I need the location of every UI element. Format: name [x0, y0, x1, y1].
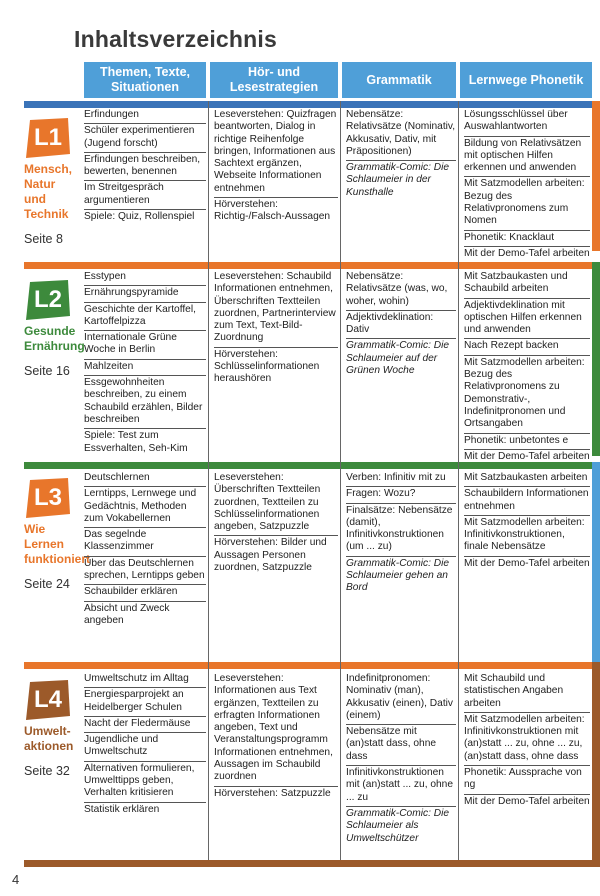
unit-4-lernwege	[464, 672, 590, 810]
unit-1-hoer	[214, 108, 338, 226]
list-item: Über das Deutschlernen sprechen, Lerntipps geben	[84, 557, 206, 586]
list-item: Nacht der Fledermäuse	[84, 717, 206, 733]
unit-4-label	[24, 680, 80, 778]
header-hoer-lese: Hör- und Lesestrategien	[210, 62, 338, 98]
unit-divider	[24, 462, 600, 469]
unit-2-label	[24, 280, 85, 378]
list-item: Spiele: Quiz, Rollenspiel	[84, 211, 195, 223]
unit-page: Seite 32	[24, 764, 70, 778]
list-item: Nebensätze mit (an)statt dass, ohne dass	[346, 725, 456, 766]
unit-title: Umwelt-aktionen	[24, 724, 74, 753]
unit-side-band	[592, 262, 600, 456]
unit-1-grammatik	[346, 108, 456, 201]
header-themen: Themen, Texte, Situationen	[84, 62, 206, 98]
list-item: Mit Satzmodellen arbeiten: Infinitivkonstruktionen, finale Nebensätze	[464, 516, 590, 557]
unit-4-themen	[84, 672, 206, 818]
list-item: Fragen: Wozu?	[346, 487, 456, 503]
list-item: Bildung von Relativsätzen mit optischen Hilfen erkennen und anwenden	[464, 137, 590, 178]
list-item: Geschichte der Kartoffel, Kartoffelpizza	[84, 303, 206, 332]
list-item: Essgewohnheiten beschreiben, zu einem Schaubild erzählen, Bilder beschreiben	[84, 376, 206, 429]
list-item: Leseverstehen: Informationen aus Text ergänzen, Textteilen zu erfragten Informationen angeben, Text und Veranstaltungsprogramm Informationen entnehmen, Aussagen im Schaubild zuordnen	[214, 672, 338, 787]
list-item: Leseverstehen: Schaubild Informationen entnehmen, Überschriften Textteilen zuordnen, Partnerinterview zum Text, Text-Bild-Zuordnung	[214, 270, 338, 348]
unit-1-themen	[84, 108, 206, 225]
unit-side-band	[592, 662, 600, 860]
column-divider	[208, 101, 209, 860]
unit-3-hoer	[214, 471, 338, 576]
unit-2-lernwege	[464, 270, 590, 465]
list-item: Deutschlernen	[84, 471, 206, 487]
unit-3-lernwege	[464, 471, 590, 572]
list-item: Mit Satzbaukasten arbeiten	[464, 471, 590, 487]
list-item: Adjektivdeklination mit optischen Hilfen erkennen und anwenden	[464, 299, 590, 340]
list-item: Lösungsschlüssel über Auswahlantworten	[464, 108, 590, 137]
list-item: Grammatik-Comic: Die Schlaumeier in der Kunsthalle	[346, 162, 450, 198]
unit-page: Seite 8	[24, 232, 63, 246]
list-item: Indefinitpronomen: Nominativ (man), Akkusativ (einen), Dativ (einem)	[346, 672, 456, 725]
list-item: Leseverstehen: Quizfragen beantworten, Dialog in richtige Reihenfolge bringen, Informationen aus Sachtext ergänzen, Webseite Informationen entnehmen	[214, 108, 338, 198]
list-item: Schüler experimentieren (Jugend forscht)	[84, 124, 206, 153]
list-item: Grammatik-Comic: Die Schlaumeier gehen an Bord	[346, 557, 450, 594]
list-item: Grammatik-Comic: Die Schlaumeier als Umweltschützer	[346, 807, 450, 844]
list-item: Statistik erklären	[84, 803, 160, 815]
list-item: Hörverstehen: Bilder und Aussagen Personen zuordnen, Satzpuzzle	[214, 537, 327, 574]
list-item: Mit der Demo-Tafel arbeiten	[464, 247, 590, 259]
list-item: Mahlzeiten	[84, 360, 206, 376]
list-item: Phonetik: unbetontes e	[464, 434, 590, 450]
unit-title: Gesunde Ernährung	[24, 324, 85, 353]
list-item: Mit Satzbaukasten und Schaubild arbeiten	[464, 270, 590, 299]
list-item: Erfindungen beschreiben, bewerten, benennen	[84, 153, 206, 182]
unit-page: Seite 24	[24, 577, 70, 591]
unit-divider	[24, 262, 600, 269]
unit-page: Seite 16	[24, 364, 70, 378]
list-item: Verben: Infinitiv mit zu	[346, 471, 456, 487]
lesson-badge-icon: L2	[24, 280, 72, 320]
list-item: Leseverstehen: Überschriften Textteilen zuordnen, Textteilen zu Schlüsselinformationen angeben, Satzpuzzle	[214, 471, 338, 536]
unit-2-grammatik	[346, 270, 456, 379]
header-grammatik: Grammatik	[342, 62, 456, 98]
list-item: Internationale Grüne Woche in Berlin	[84, 331, 206, 360]
lesson-badge-icon: L1	[24, 118, 72, 158]
column-divider	[340, 101, 341, 860]
unit-divider	[24, 662, 600, 669]
list-item: Mit Satzmodellen arbeiten: Bezug des Relativpronomens zum Nomen	[464, 177, 590, 230]
list-item: Das segelnde Klassenzimmer	[84, 528, 206, 557]
list-item: Erfindungen	[84, 108, 206, 124]
list-item: Phonetik: Aussprache von ng	[464, 766, 590, 795]
lesson-badge-icon: L4	[24, 680, 72, 720]
unit-3-grammatik	[346, 471, 456, 597]
unit-3-label	[24, 478, 90, 591]
list-item: Mit der Demo-Tafel arbeiten	[464, 795, 590, 807]
list-item: Absicht und Zweck angeben	[84, 602, 170, 626]
list-item: Mit Satzmodellen arbeiten: Bezug des Relativpronomens zu Demonstrativ-, Indefinitpronomen und Ortsangaben	[464, 356, 590, 434]
unit-title: Mensch, Natur und Technik	[24, 162, 73, 221]
header-lernwege: Lernwege Phonetik	[460, 62, 592, 98]
unit-side-band	[592, 462, 600, 662]
list-item: Nach Rezept backen	[464, 339, 590, 355]
unit-4-grammatik	[346, 672, 456, 847]
list-item: Spiele: Test zum Essverhalten, Seh-Kim	[84, 430, 188, 454]
unit-1-label	[24, 118, 80, 246]
list-item: Im Streitgespräch argumentieren	[84, 181, 206, 210]
unit-2-hoer	[214, 270, 338, 388]
list-item: Lerntipps, Lernwege und Gedächtnis, Methoden zum Vokabellernen	[84, 487, 206, 528]
list-item: Umweltschutz im Alltag	[84, 672, 206, 688]
unit-divider	[24, 101, 600, 108]
lesson-badge-icon: L3	[24, 478, 72, 518]
unit-4-hoer	[214, 672, 338, 802]
list-item: Energiesparprojekt an Heidelberger Schulen	[84, 688, 206, 717]
list-item: Nebensätze: Relativsätze (was, wo, woher, wohin)	[346, 270, 456, 311]
unit-1-lernwege	[464, 108, 590, 262]
page-number: 4	[12, 872, 20, 887]
unit-divider	[24, 860, 600, 867]
list-item: Mit Satzmodellen arbeiten: Infinitivkonstruktionen mit (an)statt ... zu, ohne ... zu, (an)statt dass, ohne dass	[464, 713, 590, 766]
page-title: Inhaltsverzeichnis	[74, 26, 278, 52]
list-item: Adjektivdeklination: Dativ	[346, 311, 456, 340]
list-item: Schaubilder erklären	[84, 585, 206, 601]
list-item: Nebensätze: Relativsätze (Nominativ, Akkusativ, Dativ, mit Präpositionen)	[346, 108, 456, 161]
list-item: Phonetik: Knacklaut	[464, 231, 590, 247]
list-item: Alternativen formulieren, Umwelttipps geben, Verhalten kritisieren	[84, 762, 206, 803]
list-item: Ernährungspyramide	[84, 286, 206, 302]
list-item: Hörverstehen: Satzpuzzle	[214, 787, 331, 799]
list-item: Mit der Demo-Tafel arbeiten	[464, 450, 590, 462]
unit-3-themen	[84, 471, 206, 629]
unit-title: Wie Lernen funktioniert	[24, 522, 90, 566]
list-item: Hörverstehen: Richtig-/Falsch-Aussagen	[214, 199, 331, 223]
unit-side-band	[592, 101, 600, 251]
list-item: Mit der Demo-Tafel arbeiten	[464, 557, 590, 569]
list-item: Infinitivkonstruktionen mit (an)statt ... zu, ohne ... zu	[346, 766, 456, 807]
list-item: Grammatik-Comic: Die Schlaumeier auf der Grünen Woche	[346, 340, 450, 377]
unit-2-themen	[84, 270, 206, 457]
list-item: Jugendliche und Umweltschutz	[84, 733, 206, 762]
list-item: Schaubildern Informationen entnehmen	[464, 487, 590, 516]
list-item: Hörverstehen: Schlüsselinformationen heraushören	[214, 348, 320, 385]
column-divider	[458, 101, 459, 860]
list-item: Finalsätze: Nebensätze (damit), Infinitivkonstruktionen (um ... zu)	[346, 504, 456, 557]
list-item: Esstypen	[84, 270, 206, 286]
list-item: Mit Schaubild und statistischen Angaben arbeiten	[464, 672, 590, 713]
